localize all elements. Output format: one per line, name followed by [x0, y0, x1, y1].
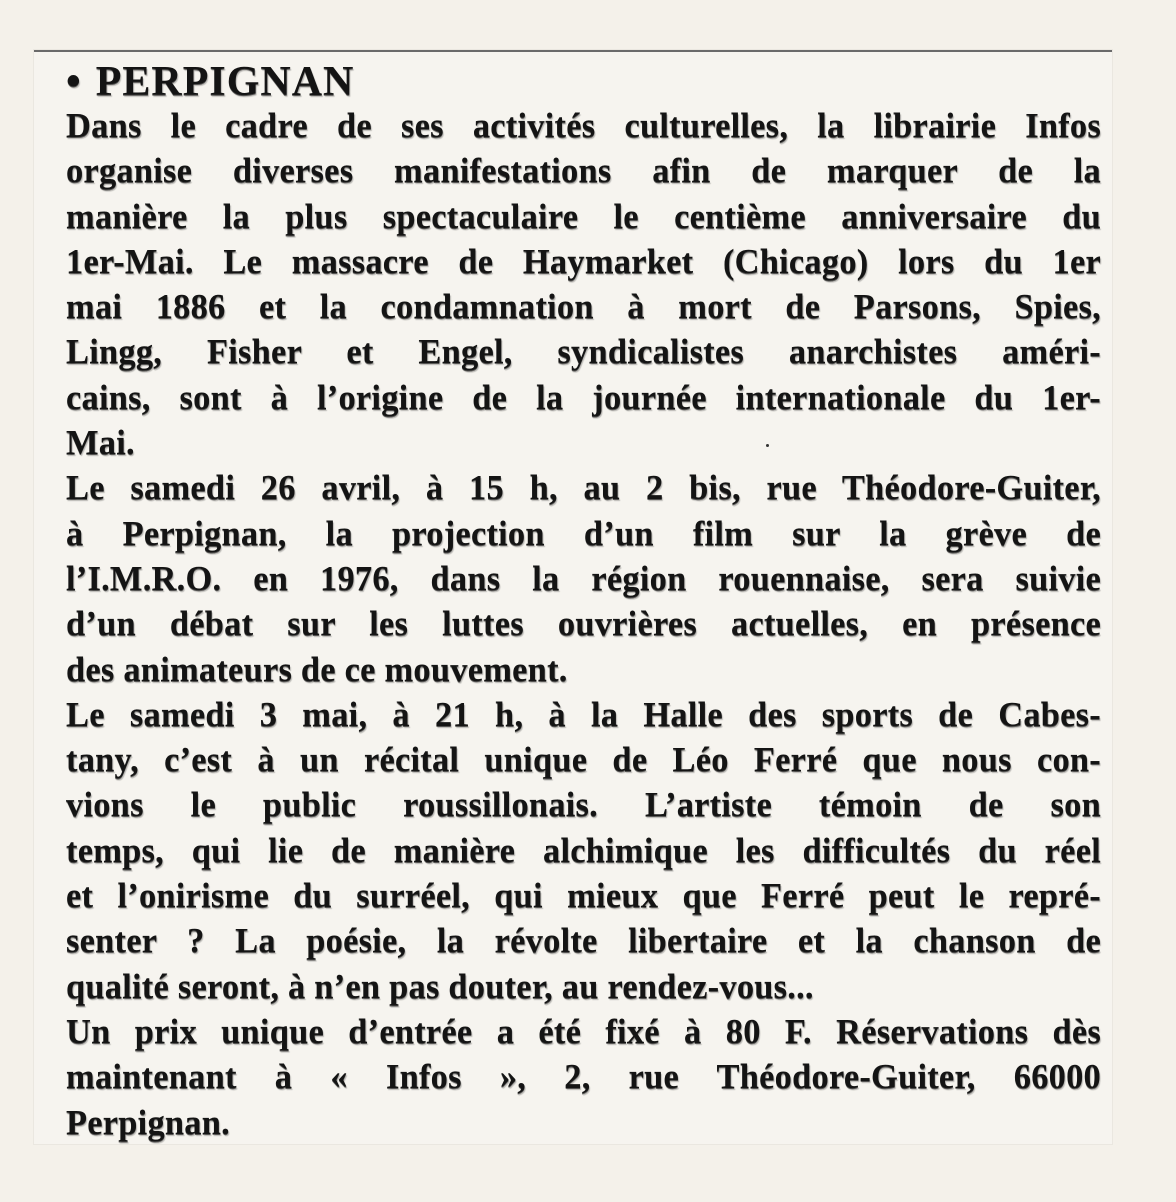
text-line: qualité seront, à n’en pas douter, au rendez-vous...	[66, 967, 814, 1006]
text-line: Le samedi 3 mai, à 21 h, à la Halle des sports de Cabes-	[66, 695, 1101, 734]
text-line: 1er-Mai. Le massacre de Haymarket (Chicago) lors du 1er	[66, 242, 1101, 281]
text-line: Perpignan.	[66, 1103, 230, 1142]
paragraph-2	[66, 466, 1101, 692]
paragraph-4	[66, 1010, 1101, 1146]
text-line: manière la plus spectaculaire le centième anniversaire du	[66, 197, 1101, 236]
paragraph-3	[66, 693, 1101, 1010]
article-title: PERPIGNAN	[95, 59, 355, 105]
newspaper-clipping	[34, 50, 1112, 1144]
text-line: mai 1886 et la condamnation à mort de Parsons, Spies,	[66, 288, 1101, 327]
text-line: organise diverses manifestations afin de marquer de la	[66, 152, 1101, 191]
text-line: tany, c’est à un récital unique de Léo Ferré que nous con-	[66, 741, 1101, 780]
text-line: Un prix unique d’entrée a été fixé à 80 F. Réservations dès	[66, 1012, 1101, 1051]
text-line: des animateurs de ce mouvement.	[66, 650, 568, 689]
article	[66, 60, 1101, 1146]
paragraph-1	[66, 104, 1101, 466]
ink-speck	[766, 444, 769, 447]
text-line: Mai.	[66, 424, 135, 463]
text-line: à Perpignan, la projection d’un film sur la grève de	[66, 514, 1101, 553]
text-line: l’I.M.R.O. en 1976, dans la région rouennaise, sera suivie	[66, 559, 1101, 598]
text-line: temps, qui lie de manière alchimique les difficultés du réel	[66, 831, 1101, 870]
text-line: vions le public roussillonais. L’artiste témoin de son	[66, 786, 1101, 825]
text-line: maintenant à « Infos », 2, rue Théodore-Guiter, 66000	[66, 1058, 1101, 1097]
text-line: senter ? La poésie, la révolte libertaire et la chanson de	[66, 922, 1101, 961]
text-line: cains, sont à l’origine de la journée internationale du 1er-	[66, 378, 1101, 417]
bullet-icon: •	[66, 59, 82, 105]
text-line: Le samedi 26 avril, à 15 h, au 2 bis, rue Théodore-Guiter,	[66, 469, 1101, 508]
text-line: Lingg, Fisher et Engel, syndicalistes anarchistes améri-	[66, 333, 1101, 372]
text-line: d’un débat sur les luttes ouvrières actuelles, en présence	[66, 605, 1101, 644]
article-heading	[66, 60, 1101, 104]
text-line: Dans le cadre de ses activités culturelles, la librairie Infos	[66, 107, 1101, 145]
text-line: et l’onirisme du surréel, qui mieux que Ferré peut le repré-	[66, 877, 1101, 916]
